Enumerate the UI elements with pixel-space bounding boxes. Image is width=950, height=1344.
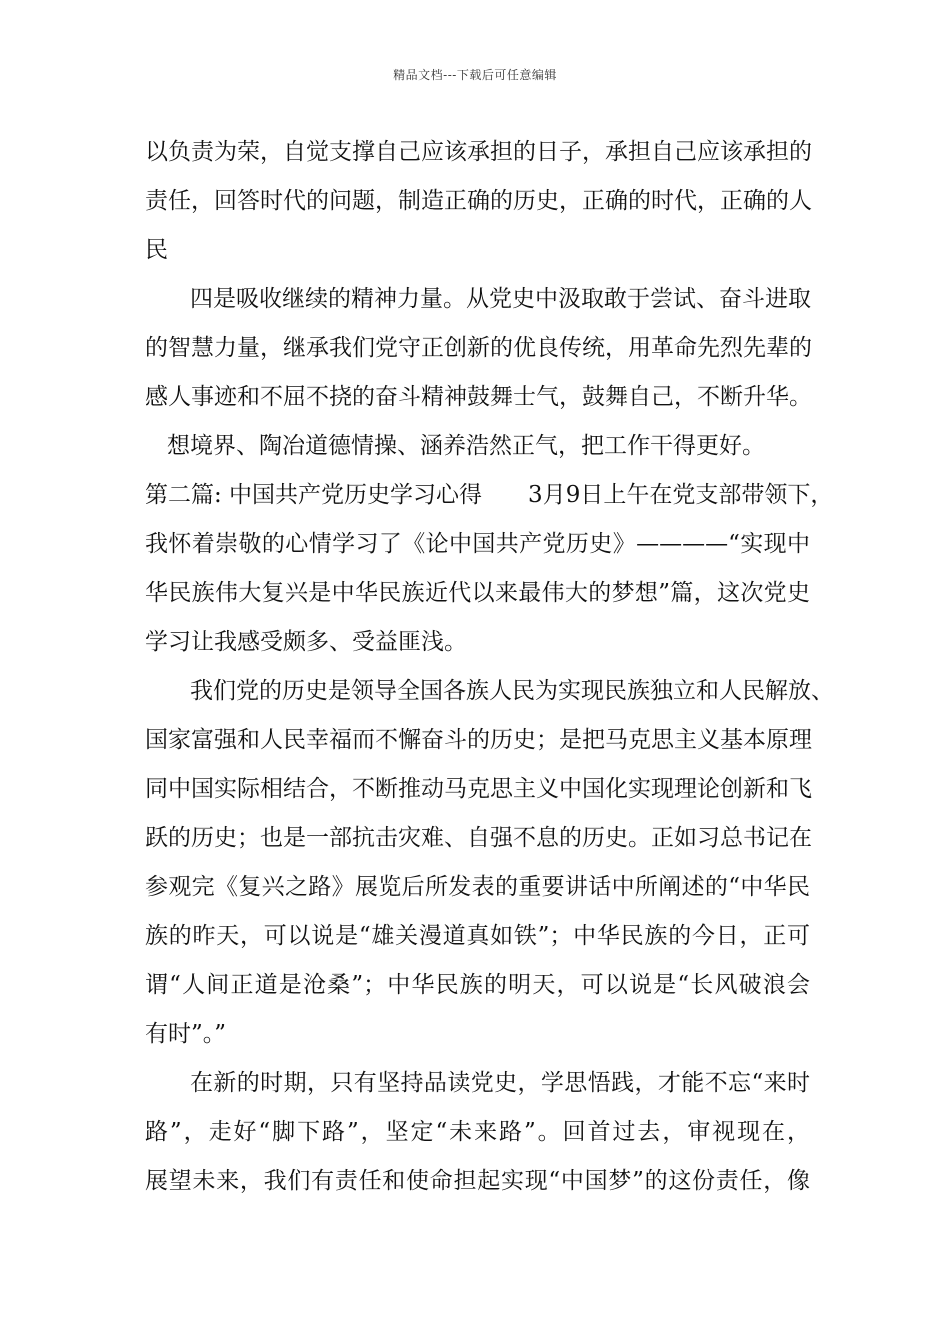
document-body [145,128,834,1206]
text-line: 我怀着崇敬的心情学习了《论中国共产党历史》————“实现中 [145,531,810,557]
text-line: 的智慧力量，继承我们党守正创新的优良传统，用革命先烈先辈的 [145,335,812,361]
text-line: 展望未来，我们有责任和使命担起实现“中国梦”的这份责任，像 [145,1168,810,1194]
text-line: 责任，回答时代的问题，制造正确的历史，正确的时代，正确的人 [145,188,812,214]
paragraph-start-line: 我们党的历史是领导全国各族人民为实现民族独立和人民解放、 [190,678,834,704]
text-line: 民 [145,237,168,263]
text-line: 谓“人间正道是沧桑”；中华民族的明天，可以说是“长风破浪会 [145,972,810,998]
text-line: 学习让我感受颇多、受益匪浅。 [145,629,467,655]
text-line: 想境界、陶冶道德情操、涵养浩然正气，把工作干得更好。 [167,433,765,459]
text-line: 参观完《复兴之路》展览后所发表的重要讲话中所阐述的“中华民 [145,874,810,900]
text-line: 同中国实际相结合，不断推动马克思主义中国化实现理论创新和飞 [145,776,812,802]
text-line: 华民族伟大复兴是中华民族近代以来最伟大的梦想”篇，这次党史 [145,580,810,606]
page-header: 精品文档---下载后可任意编辑 [393,68,557,82]
text-line: 路”，走好“脚下路”，坚定“未来路”。回首过去，审视现在， [145,1119,810,1145]
text-line: 跃的历史；也是一部抗击灾难、自强不息的历史。正如习总书记在 [145,825,812,851]
paragraph-start-line: 在新的时期，只有坚持品读党史，学思悟践，才能不忘“来时 [190,1070,810,1096]
section-heading-line: 第二篇: 中国共产党历史学习心得 3月9日上午在党支部带领下， [145,482,834,508]
text-line: 国家富强和人民幸福而不懈奋斗的历史；是把马克思主义基本原理 [145,727,812,753]
text-line: 族的昨天，可以说是“雄关漫道真如铁”；中华民族的今日，正可 [145,923,810,949]
paragraph-start-line: 四是吸收继续的精神力量。从党史中汲取敢于尝试、奋斗进取 [190,286,811,312]
text-line: 感人事迹和不屈不挠的奋斗精神鼓舞士气，鼓舞自己，不断升华。 [145,384,812,410]
text-line: 有时”。” [145,1021,227,1047]
text-line: 以负责为荣，自觉支撑自己应该承担的日子，承担自己应该承担的 [145,139,812,165]
